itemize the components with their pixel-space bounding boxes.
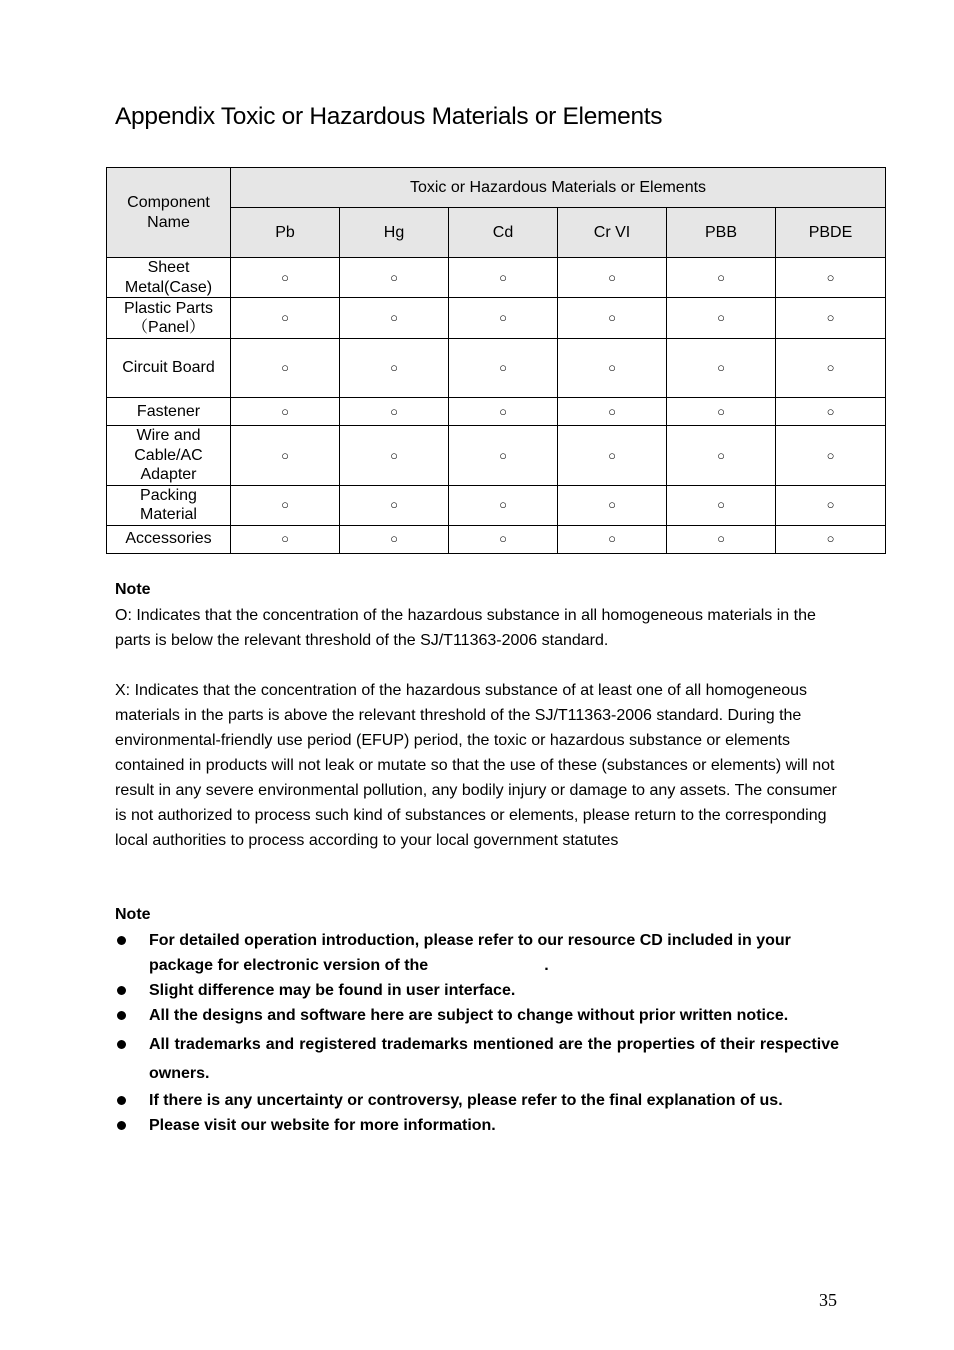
mark-cell: ○ — [558, 525, 667, 553]
component-name: Wire and Cable/AC Adapter — [107, 426, 231, 486]
table-row — [107, 485, 886, 525]
mark-cell: ○ — [231, 398, 340, 426]
mark-cell: ○ — [558, 398, 667, 426]
bullet-icon — [117, 1121, 126, 1130]
mark-cell: ○ — [667, 298, 776, 339]
note-text: Slight difference may be found in user interface. — [149, 982, 516, 999]
mark-cell: ○ — [340, 298, 449, 339]
mark-cell: ○ — [340, 398, 449, 426]
list-item — [115, 1088, 839, 1113]
mark-cell: ○ — [340, 426, 449, 486]
group-header: Toxic or Hazardous Materials or Elements — [231, 168, 886, 208]
mark-cell: ○ — [449, 258, 558, 298]
mark-cell: ○ — [231, 525, 340, 553]
o-indicator-note: O: Indicates that the concentration of the hazardous substance in all homogeneous materials in the parts is below the relevant threshold of the SJ/T11363-2006 standard. — [115, 607, 816, 649]
mark-cell: ○ — [340, 525, 449, 553]
bullet-icon — [117, 936, 126, 945]
hazardous-materials-table — [106, 167, 886, 554]
note-text: For detailed operation introduction, please refer to our resource CD included in your package for electronic version of the — [149, 932, 791, 974]
mark-cell: ○ — [449, 298, 558, 339]
mark-cell: ○ — [776, 426, 886, 486]
mark-cell: ○ — [340, 485, 449, 525]
mark-cell: ○ — [340, 258, 449, 298]
bullet-icon — [117, 986, 126, 995]
mark-cell: ○ — [667, 398, 776, 426]
page-number: 35 — [819, 1290, 837, 1310]
mark-cell: ○ — [667, 525, 776, 553]
note-text: If there is any uncertainty or controversy, please refer to the final explanation of us. — [149, 1092, 783, 1109]
mark-cell: ○ — [231, 258, 340, 298]
component-name: Sheet Metal(Case) — [107, 258, 231, 298]
mark-cell: ○ — [667, 258, 776, 298]
mark-cell: ○ — [558, 485, 667, 525]
note-text: Please visit our website for more information. — [149, 1117, 496, 1134]
notes-list — [115, 928, 839, 1138]
mark-cell: ○ — [231, 298, 340, 339]
table-row — [107, 398, 886, 426]
mark-cell: ○ — [449, 426, 558, 486]
mark-cell: ○ — [667, 426, 776, 486]
bullet-icon — [117, 1096, 126, 1105]
mark-cell: ○ — [776, 525, 886, 553]
note-heading: Note — [115, 581, 151, 598]
bullet-icon — [117, 1011, 126, 1020]
mark-cell: ○ — [449, 398, 558, 426]
page-title: Appendix Toxic or Hazardous Materials or Elements — [115, 103, 663, 130]
table-row — [107, 525, 886, 553]
list-item — [115, 1113, 839, 1138]
mark-cell: ○ — [558, 426, 667, 486]
note-heading: Note — [115, 906, 151, 923]
mark-cell: ○ — [449, 485, 558, 525]
mark-cell: ○ — [558, 298, 667, 339]
table-row — [107, 426, 886, 486]
table-row — [107, 339, 886, 398]
mark-cell: ○ — [449, 525, 558, 553]
column-header: Cd — [449, 208, 558, 258]
x-indicator-note: X: Indicates that the concentration of the hazardous substance of at least one of all homogeneous materials in the parts is above the relevant threshold of the SJ/T11363-2006 standard. During the environmental-friendly use period (EFUP) period, the toxic or hazardous substance or elements contained in products will not leak or mutate so that the use of these (substances or elements) will not result in any severe environmental pollution, any bodily injury or damage to any assets. The consumer is not authorized to process such kind of substances or elements, please return to the corresponding local authorities to process according to your local government statutes — [115, 682, 837, 849]
table-row — [107, 298, 886, 339]
table-row — [107, 258, 886, 298]
component-name: Packing Material — [107, 485, 231, 525]
list-item — [115, 1003, 839, 1028]
mark-cell: ○ — [667, 339, 776, 398]
mark-cell: ○ — [231, 339, 340, 398]
mark-cell: ○ — [558, 258, 667, 298]
component-name: Accessories — [107, 525, 231, 553]
mark-cell: ○ — [776, 258, 886, 298]
list-item — [115, 978, 839, 1003]
mark-cell: ○ — [667, 485, 776, 525]
mark-cell: ○ — [449, 339, 558, 398]
mark-cell: ○ — [776, 485, 886, 525]
mark-cell: ○ — [776, 298, 886, 339]
column-header: PBDE — [776, 208, 886, 258]
component-name: Fastener — [107, 398, 231, 426]
mark-cell: ○ — [340, 339, 449, 398]
mark-cell: ○ — [231, 485, 340, 525]
mark-cell: ○ — [776, 398, 886, 426]
bullet-icon — [117, 1040, 126, 1049]
component-name: Circuit Board — [107, 339, 231, 398]
list-item — [115, 928, 839, 978]
column-header: Hg — [340, 208, 449, 258]
mark-cell: ○ — [558, 339, 667, 398]
component-name: Plastic Parts （Panel） — [107, 298, 231, 339]
column-header: PBB — [667, 208, 776, 258]
note-text: All trademarks and registered trademarks mentioned are the properties of their respective owners. — [149, 1036, 839, 1082]
note-text: . — [544, 957, 549, 974]
note-text: All the designs and software here are subject to change without prior written notice. — [149, 1007, 789, 1024]
mark-cell: ○ — [231, 426, 340, 486]
column-header: Pb — [231, 208, 340, 258]
component-name-header: Component Name — [107, 168, 231, 258]
mark-cell: ○ — [776, 339, 886, 398]
column-header: Cr VI — [558, 208, 667, 258]
list-item — [115, 1030, 839, 1088]
